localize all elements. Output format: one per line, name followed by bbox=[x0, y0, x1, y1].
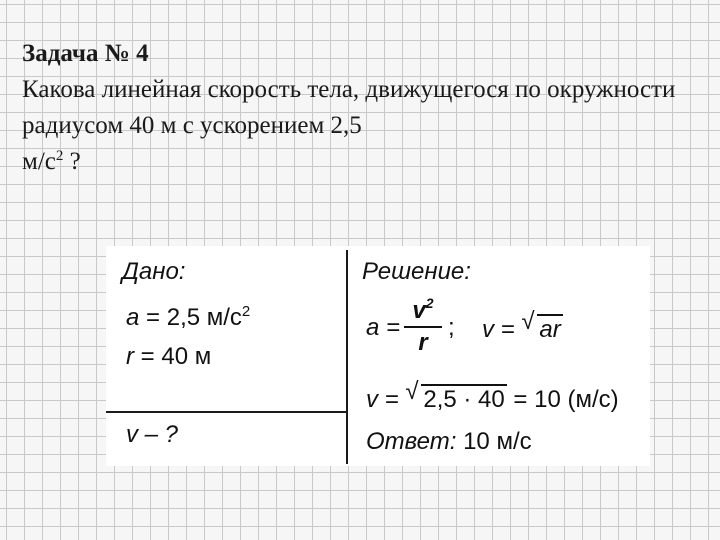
problem-text bbox=[22, 72, 702, 180]
fraction-bar bbox=[404, 326, 442, 328]
problem-unit: м/с bbox=[22, 148, 56, 175]
formula-lhs: a = bbox=[366, 314, 401, 341]
calc-result: = 10 (м/с) bbox=[513, 386, 619, 413]
problem-statement bbox=[22, 36, 702, 180]
answer-line bbox=[366, 428, 532, 456]
solution-card bbox=[106, 246, 650, 466]
sqrt-ar bbox=[521, 308, 562, 344]
given-a-value-text: = 2,5 м/с bbox=[146, 304, 242, 331]
unknown-quantity: v – ? bbox=[126, 421, 179, 448]
sqrt-ar-radicand: ar bbox=[539, 316, 561, 343]
velocity-lhs: v = bbox=[482, 316, 515, 343]
sqrt-calc bbox=[405, 378, 506, 414]
problem-unit-exponent: 2 bbox=[55, 148, 64, 164]
given-acceleration bbox=[126, 304, 250, 332]
given-a-variable: a bbox=[126, 304, 140, 331]
answer-label: Ответ: bbox=[366, 428, 457, 455]
formula-separator: ; bbox=[448, 314, 455, 341]
problem-question-mark: ? bbox=[63, 148, 81, 175]
sqrt-icon: √ bbox=[405, 378, 419, 405]
calc-lhs: v = bbox=[366, 386, 399, 413]
problem-title: Задача № 4 bbox=[22, 40, 149, 67]
sqrt-icon: √ bbox=[521, 308, 535, 335]
solution-heading: Решение: bbox=[362, 258, 471, 285]
given-a-value bbox=[146, 304, 250, 331]
fraction-denominator: r bbox=[418, 329, 428, 356]
given-heading: Дано: bbox=[122, 258, 186, 285]
given-a-exponent: 2 bbox=[241, 303, 251, 320]
numerator-exponent: 2 bbox=[425, 295, 434, 311]
fraction-numerator bbox=[404, 295, 442, 324]
velocity-formula bbox=[482, 308, 563, 344]
table-vertical-divider bbox=[346, 250, 348, 464]
table-horizontal-divider bbox=[106, 411, 347, 413]
calc-radicand: 2,5 · 40 bbox=[423, 386, 505, 413]
numerator-var: v bbox=[412, 297, 426, 324]
calculation-line bbox=[366, 378, 619, 414]
given-r-variable: r bbox=[126, 343, 134, 370]
formula-fraction bbox=[404, 295, 442, 356]
given-r-value: = 40 м bbox=[140, 343, 212, 370]
answer-value: 10 м/с bbox=[463, 428, 532, 455]
given-radius bbox=[126, 343, 211, 371]
problem-question: Какова линейная скорость тела, движущегося по окружности радиусом 40 м с ускорением 2,5 bbox=[22, 76, 676, 139]
